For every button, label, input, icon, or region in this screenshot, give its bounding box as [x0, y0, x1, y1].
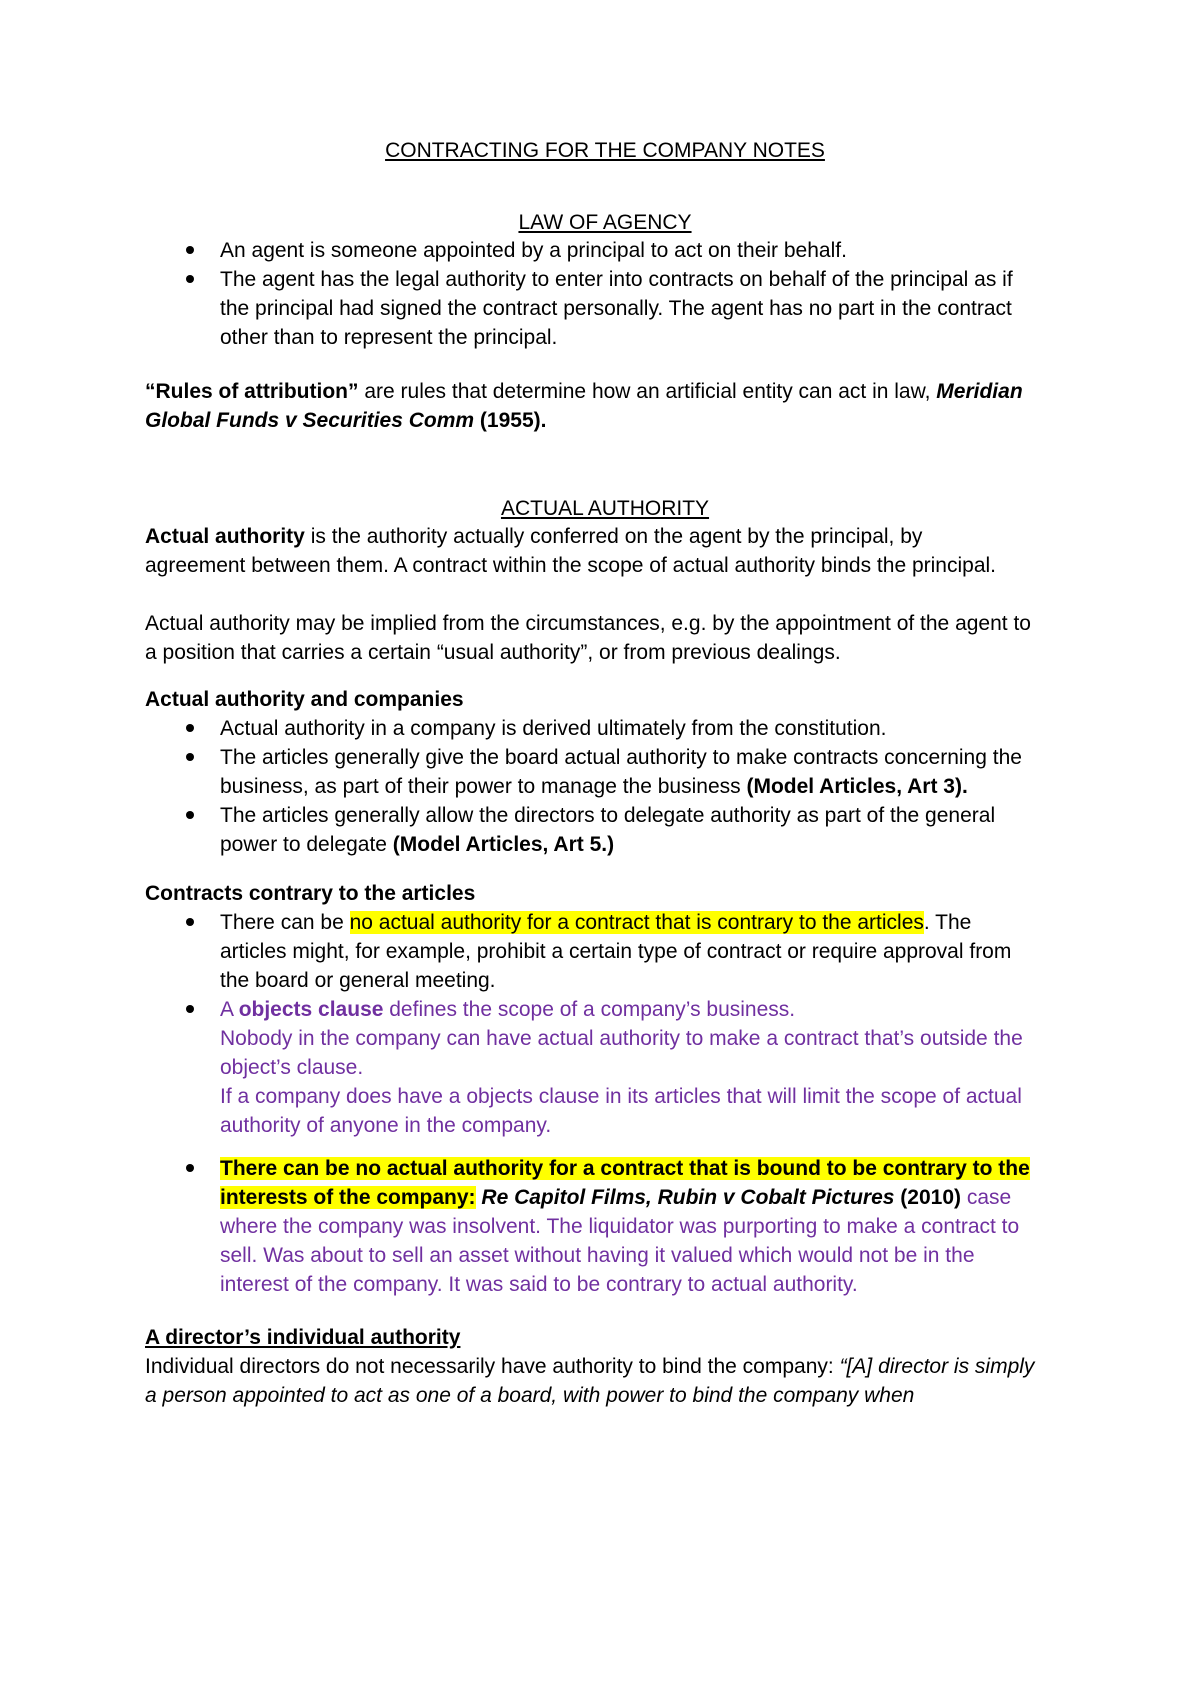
bullet-icon: [186, 724, 194, 732]
implied-authority-paragraph: Actual authority may be implied from the circumstances, e.g. by the appointment of the agent to a position that carries a certain “usual authority”, or from previous dealings.: [145, 612, 1031, 664]
list-item: Actual authority in a company is derived ultimately from the constitution.: [145, 714, 1075, 743]
highlighted-text: interests of the company:: [220, 1186, 476, 1209]
bullet-icon: [186, 246, 194, 254]
bullet-icon: [186, 753, 194, 761]
contrary-bullet-list: [145, 908, 1075, 1140]
director-authority-paragraph: Individual directors do not necessarily have authority to bind the company: “[A] director is simply a person appointed to act as one of a board, with power to bind the company when: [145, 1355, 1035, 1407]
companies-bullet-list: [145, 714, 1075, 859]
list-item: The articles generally allow the directors to delegate authority as part of the general power to delegate (Model Articles, Art 5.): [145, 801, 1075, 859]
heading-contracts-contrary: Contracts contrary to the articles: [145, 882, 476, 905]
highlighted-text: no actual authority for a contract that is contrary to the articles: [349, 911, 924, 934]
bullet-icon: [186, 275, 194, 283]
highlighted-text: There can be no actual authority for a contract that is bound to be contrary to the: [220, 1157, 1030, 1180]
heading-actual-authority-companies: Actual authority and companies: [145, 688, 464, 711]
bullet-icon: [186, 811, 194, 819]
heading-law-of-agency: LAW OF AGENCY: [518, 211, 692, 234]
list-item: The agent has the legal authority to enter into contracts on behalf of the principal as if the principal had signed the contract personally. The agent has no part in the contract other than to represent the principal.: [145, 265, 1075, 352]
bullet-icon: [186, 1005, 194, 1013]
heading-director-authority: A director’s individual authority: [145, 1326, 461, 1349]
list-item: An agent is someone appointed by a principal to act on their behalf.: [145, 236, 1075, 265]
contrary-bullet-list-2: [145, 1154, 1075, 1299]
list-item: The articles generally give the board actual authority to make contracts concerning the business, as part of their power to manage the business (Model Articles, Art 3).: [145, 743, 1075, 801]
heading-actual-authority: ACTUAL AUTHORITY: [500, 497, 710, 520]
bullet-icon: [186, 918, 194, 926]
list-item: A objects clause defines the scope of a company’s business. Nobody in the company can have actual authority to make a contract that’s outside the object’s clause. If a company does have a objects clause in its articles that will limit the scope of actual authority of anyone in the company.: [145, 995, 1075, 1140]
document-title: CONTRACTING FOR THE COMPANY NOTES: [385, 139, 825, 162]
list-item: There can be no actual authority for a contract that is contrary to the articles. The articles might, for example, prohibit a certain type of contract or require approval from the board or general meeting.: [145, 908, 1075, 995]
bullet-icon: [186, 1164, 194, 1172]
actual-authority-definition: Actual authority is the authority actually conferred on the agent by the principal, by agreement between them. A contract within the scope of actual authority binds the principal.: [145, 525, 997, 577]
agency-bullet-list: [145, 236, 1075, 352]
list-item: There can be no actual authority for a contract that is bound to be contrary to the interests of the company: Re Capitol Films, Rubin v Cobalt Pictures (2010) case where the company was insolvent. The liquidator was purporting to make a contract to sell. Was about to sell an asset without having it valued which would not be in the interest of the company. It was said to be contrary to actual authority.: [145, 1154, 1075, 1299]
rules-of-attribution-paragraph: “Rules of attribution” are rules that determine how an artificial entity can act in law, Meridian Global Funds v Securities Comm (1955).: [145, 380, 1023, 432]
